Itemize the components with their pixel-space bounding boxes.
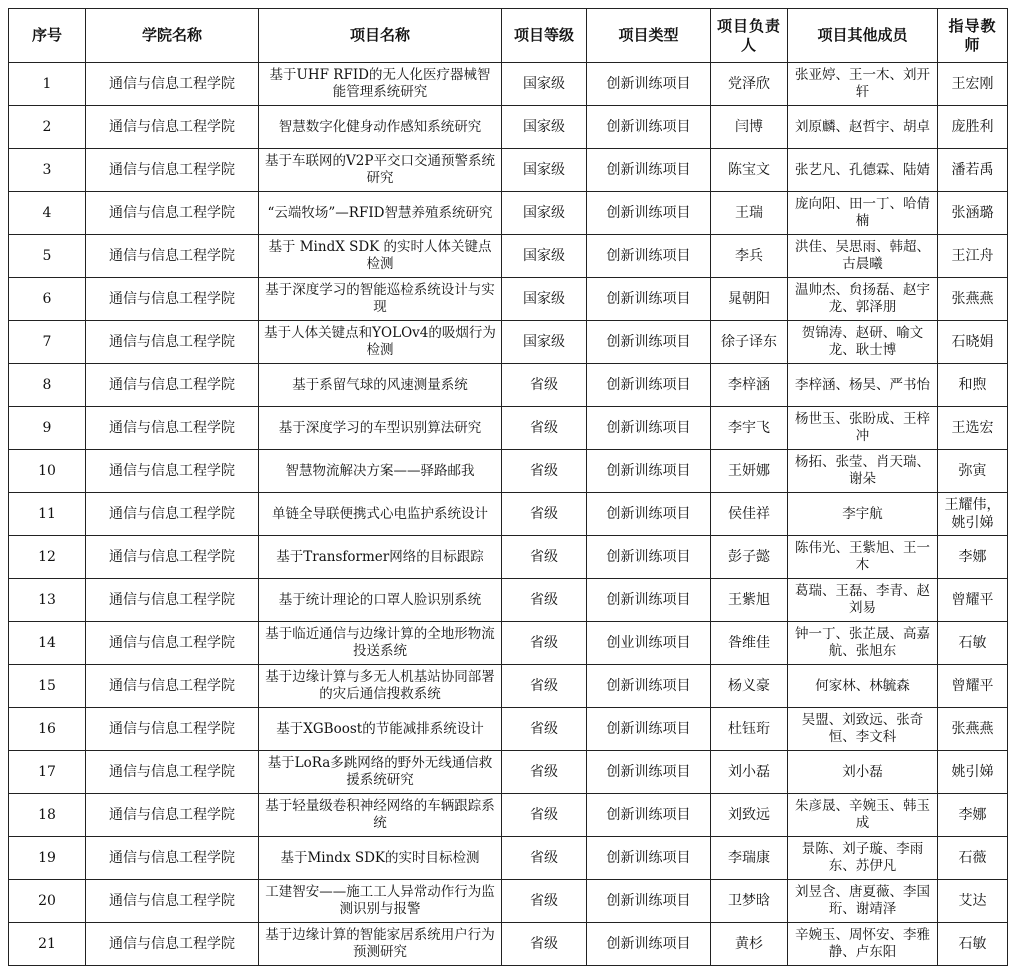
cell-members: 温帅杰、贠扬磊、赵宇龙、郭泽朋 [788, 278, 938, 321]
cell-type: 创新训练项目 [587, 751, 711, 794]
cell-level: 国家级 [502, 278, 587, 321]
cell-project: 基于临近通信与边缘计算的全地形物流投送系统 [259, 622, 502, 665]
cell-college: 通信与信息工程学院 [86, 407, 259, 450]
cell-college: 通信与信息工程学院 [86, 235, 259, 278]
cell-no: 3 [9, 149, 86, 192]
cell-leader: 党泽欣 [711, 63, 788, 106]
cell-advisor: 张燕燕 [938, 708, 1008, 751]
project-table [8, 8, 1008, 966]
table-row [9, 106, 1008, 149]
cell-advisor: 张燕燕 [938, 278, 1008, 321]
cell-level: 省级 [502, 364, 587, 407]
cell-college: 通信与信息工程学院 [86, 837, 259, 880]
project-list [8, 8, 1008, 966]
cell-level: 省级 [502, 837, 587, 880]
cell-members: 朱彦晟、辛婉玉、韩玉成 [788, 794, 938, 837]
cell-project: 基于Transformer网络的目标跟踪 [259, 536, 502, 579]
cell-level: 国家级 [502, 321, 587, 364]
table-row [9, 493, 1008, 536]
cell-type: 创新训练项目 [587, 923, 711, 966]
table-row [9, 321, 1008, 364]
cell-type: 创新训练项目 [587, 149, 711, 192]
cell-advisor: 石敏 [938, 622, 1008, 665]
cell-no: 18 [9, 794, 86, 837]
cell-no: 15 [9, 665, 86, 708]
header-level: 项目等级 [502, 9, 587, 63]
cell-type: 创新训练项目 [587, 278, 711, 321]
cell-advisor: 王选宏 [938, 407, 1008, 450]
cell-project: 工建智安——施工工人异常动作行为监测识别与报警 [259, 880, 502, 923]
cell-members: 杨拓、张莹、肖天瑞、谢朵 [788, 450, 938, 493]
cell-type: 创新训练项目 [587, 106, 711, 149]
cell-advisor: 潘若禹 [938, 149, 1008, 192]
cell-advisor: 李娜 [938, 536, 1008, 579]
cell-type: 创新训练项目 [587, 192, 711, 235]
table-row [9, 192, 1008, 235]
header-advisor: 指导教师 [938, 9, 1008, 63]
cell-level: 国家级 [502, 149, 587, 192]
cell-level: 省级 [502, 407, 587, 450]
cell-members: 景陈、刘子璇、李雨东、苏伊凡 [788, 837, 938, 880]
cell-no: 7 [9, 321, 86, 364]
cell-no: 5 [9, 235, 86, 278]
cell-level: 国家级 [502, 106, 587, 149]
header-leader: 项目负责人 [711, 9, 788, 63]
cell-project: 基于UHF RFID的无人化医疗器械智能管理系统研究 [259, 63, 502, 106]
table-row [9, 751, 1008, 794]
table-row [9, 923, 1008, 966]
cell-college: 通信与信息工程学院 [86, 364, 259, 407]
cell-members: 贺锦涛、赵研、喻文龙、耿士博 [788, 321, 938, 364]
cell-level: 省级 [502, 450, 587, 493]
cell-leader: 徐子译东 [711, 321, 788, 364]
cell-advisor: 石晓娟 [938, 321, 1008, 364]
cell-advisor: 和煦 [938, 364, 1008, 407]
cell-level: 国家级 [502, 63, 587, 106]
cell-members: 钟一丁、张芷晟、高嘉航、张旭东 [788, 622, 938, 665]
cell-college: 通信与信息工程学院 [86, 450, 259, 493]
cell-no: 17 [9, 751, 86, 794]
cell-type: 创业训练项目 [587, 622, 711, 665]
cell-advisor: 王耀伟，姚引娣 [938, 493, 1008, 536]
cell-advisor: 姚引娣 [938, 751, 1008, 794]
cell-members: 张艺凡、孔德霖、陆婧 [788, 149, 938, 192]
cell-college: 通信与信息工程学院 [86, 751, 259, 794]
cell-type: 创新训练项目 [587, 579, 711, 622]
cell-project: 基于 MindX SDK 的实时人体关键点检测 [259, 235, 502, 278]
cell-college: 通信与信息工程学院 [86, 665, 259, 708]
table-row [9, 665, 1008, 708]
cell-college: 通信与信息工程学院 [86, 622, 259, 665]
cell-no: 14 [9, 622, 86, 665]
cell-no: 13 [9, 579, 86, 622]
cell-members: 刘小磊 [788, 751, 938, 794]
cell-no: 21 [9, 923, 86, 966]
cell-leader: 黄杉 [711, 923, 788, 966]
cell-level: 省级 [502, 751, 587, 794]
cell-project: 基于轻量级卷积神经网络的车辆跟踪系统 [259, 794, 502, 837]
cell-college: 通信与信息工程学院 [86, 63, 259, 106]
cell-college: 通信与信息工程学院 [86, 923, 259, 966]
cell-leader: 侯佳祥 [711, 493, 788, 536]
cell-level: 省级 [502, 708, 587, 751]
cell-level: 省级 [502, 880, 587, 923]
cell-no: 9 [9, 407, 86, 450]
cell-project: 基于深度学习的智能巡检系统设计与实现 [259, 278, 502, 321]
cell-college: 通信与信息工程学院 [86, 880, 259, 923]
table-row [9, 880, 1008, 923]
cell-level: 省级 [502, 794, 587, 837]
cell-type: 创新训练项目 [587, 364, 711, 407]
cell-members: 辛婉玉、周怀安、李雅静、卢东阳 [788, 923, 938, 966]
cell-leader: 昝维佳 [711, 622, 788, 665]
cell-leader: 杜钰珩 [711, 708, 788, 751]
cell-advisor: 李娜 [938, 794, 1008, 837]
cell-college: 通信与信息工程学院 [86, 493, 259, 536]
cell-college: 通信与信息工程学院 [86, 536, 259, 579]
cell-project: 基于系留气球的风速测量系统 [259, 364, 502, 407]
cell-no: 10 [9, 450, 86, 493]
cell-project: 基于Mindx SDK的实时目标检测 [259, 837, 502, 880]
cell-members: 李宇航 [788, 493, 938, 536]
table-row [9, 278, 1008, 321]
header-type: 项目类型 [587, 9, 711, 63]
cell-project: 基于深度学习的车型识别算法研究 [259, 407, 502, 450]
cell-leader: 刘小磊 [711, 751, 788, 794]
cell-advisor: 王宏刚 [938, 63, 1008, 106]
cell-leader: 晁朝阳 [711, 278, 788, 321]
cell-members: 洪佳、吴思雨、韩超、古晨曦 [788, 235, 938, 278]
cell-no: 2 [9, 106, 86, 149]
cell-leader: 李梓涵 [711, 364, 788, 407]
cell-project: “云端牧场”—RFID智慧养殖系统研究 [259, 192, 502, 235]
cell-level: 省级 [502, 622, 587, 665]
cell-college: 通信与信息工程学院 [86, 106, 259, 149]
cell-level: 国家级 [502, 235, 587, 278]
table-row [9, 708, 1008, 751]
cell-no: 19 [9, 837, 86, 880]
cell-project: 基于车联网的V2P平交口交通预警系统研究 [259, 149, 502, 192]
header-college: 学院名称 [86, 9, 259, 63]
table-row [9, 407, 1008, 450]
cell-advisor: 石敏 [938, 923, 1008, 966]
cell-leader: 李瑞康 [711, 837, 788, 880]
cell-project: 基于边缘计算的智能家居系统用户行为预测研究 [259, 923, 502, 966]
cell-advisor: 曾耀平 [938, 579, 1008, 622]
cell-leader: 闫博 [711, 106, 788, 149]
header-row [9, 9, 1008, 63]
cell-level: 省级 [502, 579, 587, 622]
cell-type: 创新训练项目 [587, 493, 711, 536]
cell-project: 单链全导联便携式心电监护系统设计 [259, 493, 502, 536]
cell-members: 庞向阳、田一丁、哈倩楠 [788, 192, 938, 235]
cell-advisor: 曾耀平 [938, 665, 1008, 708]
cell-advisor: 王江舟 [938, 235, 1008, 278]
cell-college: 通信与信息工程学院 [86, 794, 259, 837]
cell-no: 12 [9, 536, 86, 579]
table-row [9, 536, 1008, 579]
cell-no: 1 [9, 63, 86, 106]
header-members: 项目其他成员 [788, 9, 938, 63]
table-row [9, 579, 1008, 622]
cell-members: 陈伟光、王紫旭、王一木 [788, 536, 938, 579]
cell-advisor: 庞胜利 [938, 106, 1008, 149]
cell-college: 通信与信息工程学院 [86, 321, 259, 364]
cell-advisor: 石薇 [938, 837, 1008, 880]
cell-members: 杨世玉、张盼成、王梓冲 [788, 407, 938, 450]
cell-college: 通信与信息工程学院 [86, 192, 259, 235]
table-row [9, 794, 1008, 837]
cell-leader: 李宇飞 [711, 407, 788, 450]
cell-project: 智慧物流解决方案——驿路邮我 [259, 450, 502, 493]
header-project: 项目名称 [259, 9, 502, 63]
cell-members: 张亚婷、王一木、刘开轩 [788, 63, 938, 106]
cell-type: 创新训练项目 [587, 321, 711, 364]
cell-type: 创新训练项目 [587, 450, 711, 493]
table-row [9, 622, 1008, 665]
table-row [9, 837, 1008, 880]
cell-leader: 王紫旭 [711, 579, 788, 622]
cell-college: 通信与信息工程学院 [86, 579, 259, 622]
table-body [9, 63, 1008, 966]
cell-no: 11 [9, 493, 86, 536]
cell-type: 创新训练项目 [587, 63, 711, 106]
cell-no: 20 [9, 880, 86, 923]
cell-type: 创新训练项目 [587, 536, 711, 579]
cell-type: 创新训练项目 [587, 235, 711, 278]
cell-leader: 卫梦晗 [711, 880, 788, 923]
cell-level: 国家级 [502, 192, 587, 235]
cell-level: 省级 [502, 665, 587, 708]
cell-members: 何家林、林毓森 [788, 665, 938, 708]
cell-project: 基于统计理论的口罩人脸识别系统 [259, 579, 502, 622]
cell-advisor: 艾达 [938, 880, 1008, 923]
cell-leader: 彭子懿 [711, 536, 788, 579]
cell-advisor: 弥寅 [938, 450, 1008, 493]
cell-leader: 王瑞 [711, 192, 788, 235]
cell-no: 16 [9, 708, 86, 751]
cell-college: 通信与信息工程学院 [86, 278, 259, 321]
cell-no: 4 [9, 192, 86, 235]
cell-college: 通信与信息工程学院 [86, 708, 259, 751]
cell-college: 通信与信息工程学院 [86, 149, 259, 192]
cell-leader: 刘致远 [711, 794, 788, 837]
cell-leader: 陈宝文 [711, 149, 788, 192]
cell-type: 创新训练项目 [587, 708, 711, 751]
header-no: 序号 [9, 9, 86, 63]
cell-type: 创新训练项目 [587, 880, 711, 923]
cell-members: 刘原麟、赵哲宇、胡卓 [788, 106, 938, 149]
cell-leader: 李兵 [711, 235, 788, 278]
cell-members: 刘昱含、唐夏薇、李国珩、谢靖泽 [788, 880, 938, 923]
cell-type: 创新训练项目 [587, 837, 711, 880]
cell-project: 基于LoRa多跳网络的野外无线通信救援系统研究 [259, 751, 502, 794]
cell-members: 吴盟、刘致远、张奇恒、李文科 [788, 708, 938, 751]
cell-no: 6 [9, 278, 86, 321]
table-row [9, 364, 1008, 407]
cell-members: 葛瑞、王磊、李青、赵刘易 [788, 579, 938, 622]
table-row [9, 450, 1008, 493]
cell-level: 省级 [502, 923, 587, 966]
cell-members: 李梓涵、杨昊、严书怡 [788, 364, 938, 407]
cell-leader: 王妍娜 [711, 450, 788, 493]
cell-no: 8 [9, 364, 86, 407]
cell-level: 省级 [502, 493, 587, 536]
cell-type: 创新训练项目 [587, 665, 711, 708]
cell-type: 创新训练项目 [587, 407, 711, 450]
cell-project: 基于边缘计算与多无人机基站协同部署的灾后通信搜救系统 [259, 665, 502, 708]
cell-project: 基于XGBoost的节能减排系统设计 [259, 708, 502, 751]
cell-project: 基于人体关键点和YOLOv4的吸烟行为检测 [259, 321, 502, 364]
cell-level: 省级 [502, 536, 587, 579]
cell-advisor: 张涵璐 [938, 192, 1008, 235]
cell-type: 创新训练项目 [587, 794, 711, 837]
cell-leader: 杨义豪 [711, 665, 788, 708]
table-row [9, 235, 1008, 278]
table-row [9, 63, 1008, 106]
table-row [9, 149, 1008, 192]
cell-project: 智慧数字化健身动作感知系统研究 [259, 106, 502, 149]
